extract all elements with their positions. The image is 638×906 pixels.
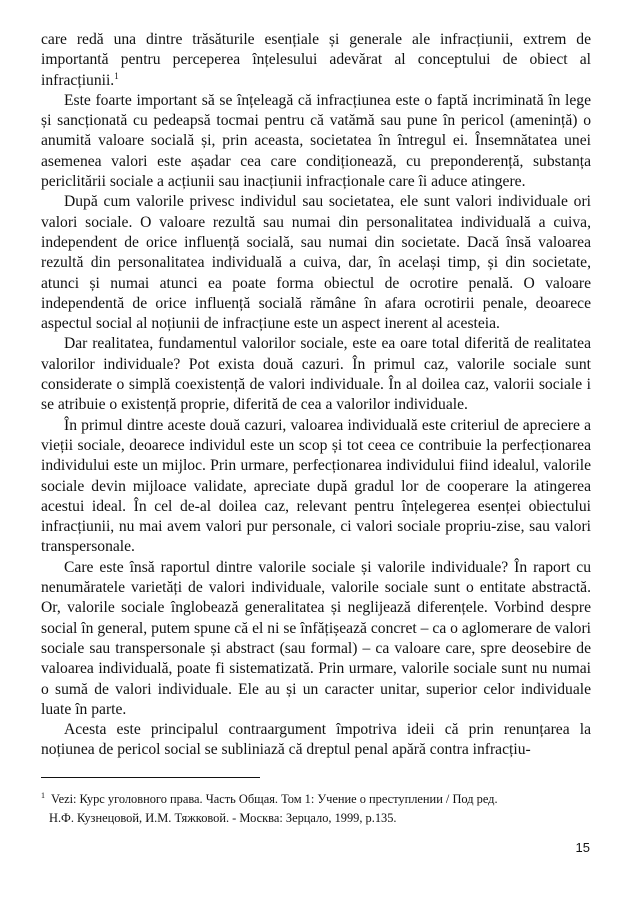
footnote-citation-line-1: Vezi: Курс уголовного права. Часть Общая. Том 1: Учение о преступлении / Под ред. — [51, 792, 498, 806]
paragraph: După cum valorile privesc individul sau societatea, ele sunt valori individuale ori valori sociale. O valoare rezultă sau numai din personalitatea individuală a cuiva, independent de orice influență socială, sau numai din societate. Dacă însă valoarea rezultă din personalitatea individuală a cuiva, dar, în același timp, și din societate, atunci și numai atunci ea poate forma obiectul de ocrotire penală. O valoare independentă de orice influență socială rămâne în afara ocrotirii penale, deoarece aspectul social al noțiunii de infracțiune este un aspect inerent al acesteia. — [41, 193, 591, 333]
paragraph: În primul dintre aceste două cazuri, valoarea individuală este criteriul de apreciere a vieții sociale, deoarece individul este un scop și tot ceea ce contribuie la perfecționarea individului este un mijloc. Prin urmare, perfecționarea individului fiind idealul, valorile sociale devin mijloace validate, apreciate după gradul lor de cooperare la atingerea acestui ideal. În cel de-al doilea caz, relevant pentru înțelegerea esenței obiectului infracțiunii, nu mai avem valori pur personale, ci valori sociale propriu-zise, sau valori transpersonale. — [41, 416, 591, 556]
paragraph-continuation — [41, 30, 591, 91]
page-number: 15 — [575, 840, 590, 855]
paragraph: Acesta este principalul contraargument împotriva ideii că prin renunțarea la noțiunea de pericol social se subliniază că dreptul penal apără contra infracțiu- — [41, 721, 591, 759]
footnote-separator — [41, 777, 260, 778]
footnote-reference[interactable]: 1 — [114, 70, 119, 81]
paragraph: Care este însă raportul dintre valorile sociale și valorile individuale? În raport cu nenumăratele varietăți de valori individuale, valorile sociale sunt o entitate abstractă. Or, valorile sociale înglobează generalitatea și neglijează diferențele. Vorbind despre social în general, putem spune că el ni se înfățișează concret – ca o aglomerare de valori sociale sau transpersonale și abstract (sau formal) – ca valoare care, spre deosebire de valoarea individuală, poate fi sistematizată. Prin urmare, valorile sociale sunt nu numai o sumă de valori individuale. Ele au și un caracter unitar, superior celor individuale luate în parte. — [41, 558, 591, 718]
footnote-citation-line-2: Н.Ф. Кузнецовой, И.М. Тяжковой. - Москва: Зерцало, 1999, p.135. — [49, 811, 397, 825]
body-text — [41, 30, 591, 761]
paragraph: Este foarte important să se înțeleagă că infracțiunea este o faptă incriminată în lege și sancționată cu pedeapsă tocmai pentru că vatămă sau pune în pericol (amenință) o anumită valoare socială și, prin aceasta, societatea în întregul ei. Însemnătatea unei asemenea valori este așadar cea care condiționează, cu preponderență, substanța periclitării sociale a acțiunii sau inacțiunii infracționale care îi aduce atingere. — [41, 91, 591, 191]
footnote-number: 1 — [41, 790, 45, 800]
footnote — [41, 790, 591, 828]
paragraph: Dar realitatea, fundamentul valorilor sociale, este ea oare total diferită de realitatea valorilor individuale? Pot exista două cazuri. În primul caz, valorile sociale sunt considerate o simplă coexistență de valori individuale. În al doilea caz, valorii sociale i se atribuie o existență proprie, diferită de cea a valorilor individuale. — [41, 335, 591, 414]
paragraph-text: care redă una dintre trăsăturile esențiale și generale ale infracțiunii, extrem de importantă pentru perceperea înțelesului adevărat al conceptului de obiect al infracțiunii. — [41, 31, 591, 89]
